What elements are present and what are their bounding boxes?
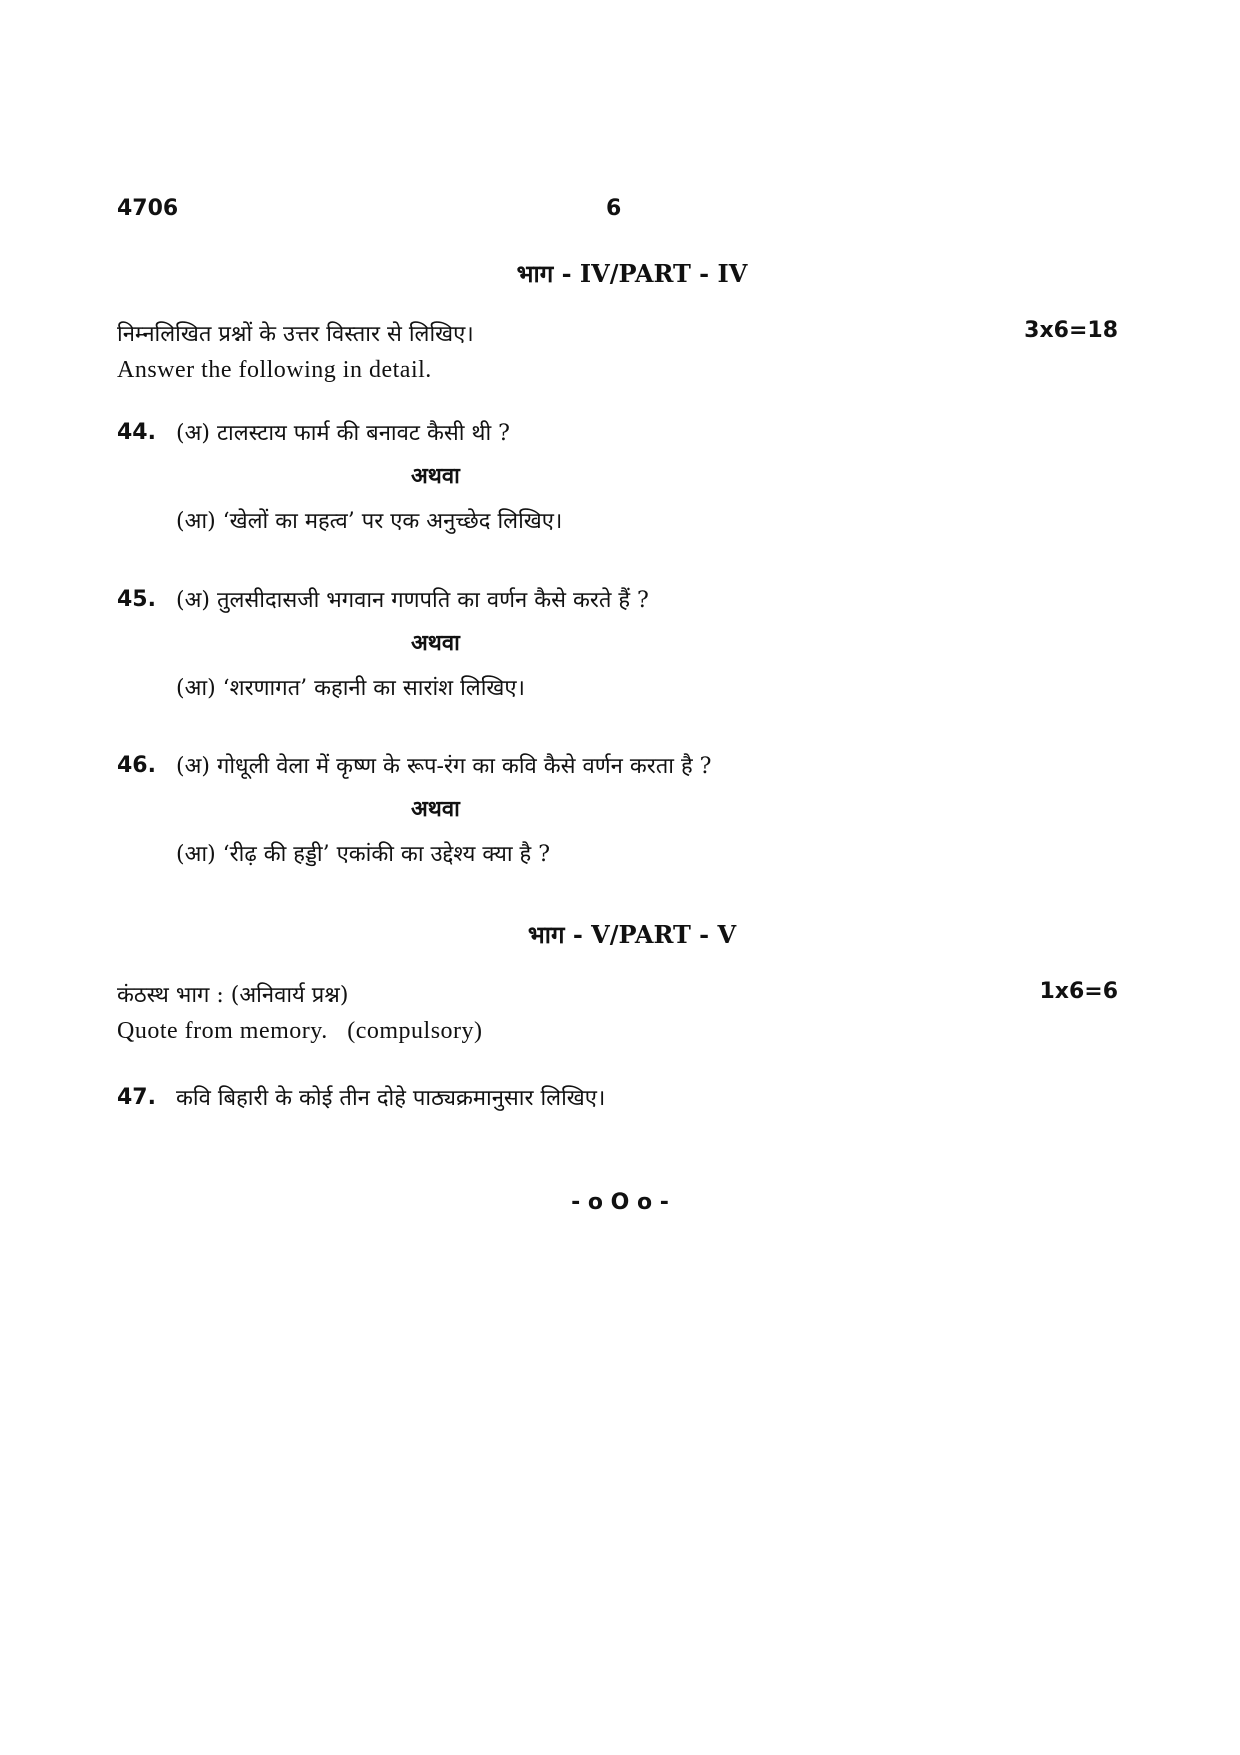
- paper-code: 4706: [117, 196, 179, 221]
- question-46-option-b: (आ) ‘रीढ़ की हड्डी’ एकांकी का उद्देश्य क्या है ?: [176, 842, 551, 867]
- part5-instruction-english: Quote from memory. (compulsory): [117, 1018, 483, 1044]
- question-46-option-a: (अ) गोधूली वेला में कृष्ण के रूप-रंग का कवि कैसे वर्णन करता है ?: [176, 754, 712, 779]
- question-46-number: 46.: [117, 753, 156, 778]
- question-44-option-b: (आ) ‘खेलों का महत्व’ पर एक अनुच्छेद लिखिए।: [176, 509, 563, 534]
- question-45-option-b: (आ) ‘शरणागत’ कहानी का सारांश लिखिए।: [176, 676, 525, 701]
- question-44-or: अथवा: [411, 463, 460, 489]
- question-46-or: अथवा: [411, 796, 460, 822]
- question-47-number: 47.: [117, 1085, 156, 1110]
- question-47-text: कवि बिहारी के कोई तीन दोहे पाठ्यक्रमानुसार लिखिए।: [176, 1086, 606, 1111]
- question-45-or: अथवा: [411, 630, 460, 656]
- question-44-number: 44.: [117, 420, 156, 445]
- question-44-option-a: (अ) टालस्टाय फार्म की बनावट कैसी थी ?: [176, 421, 510, 446]
- part5-marks: 1x6=6: [1039, 979, 1118, 1004]
- part4-marks: 3x6=18: [1024, 318, 1118, 343]
- end-mark: - o O o -: [571, 1190, 669, 1215]
- part4-instruction-hindi: निम्नलिखित प्रश्नों के उत्तर विस्तार से लिखिए।: [117, 322, 474, 347]
- question-45-option-a: (अ) तुलसीदासजी भगवान गणपति का वर्णन कैसे करते हैं ?: [176, 588, 649, 613]
- page-number: 6: [606, 196, 622, 221]
- part5-heading: भाग - V/PART - V: [527, 920, 737, 949]
- part4-instruction-english: Answer the following in detail.: [117, 357, 432, 383]
- question-45-number: 45.: [117, 587, 156, 612]
- part5-instruction-hindi: कंठस्थ भाग : (अनिवार्य प्रश्न): [117, 983, 349, 1008]
- part4-heading: भाग - IV/PART - IV: [516, 259, 748, 288]
